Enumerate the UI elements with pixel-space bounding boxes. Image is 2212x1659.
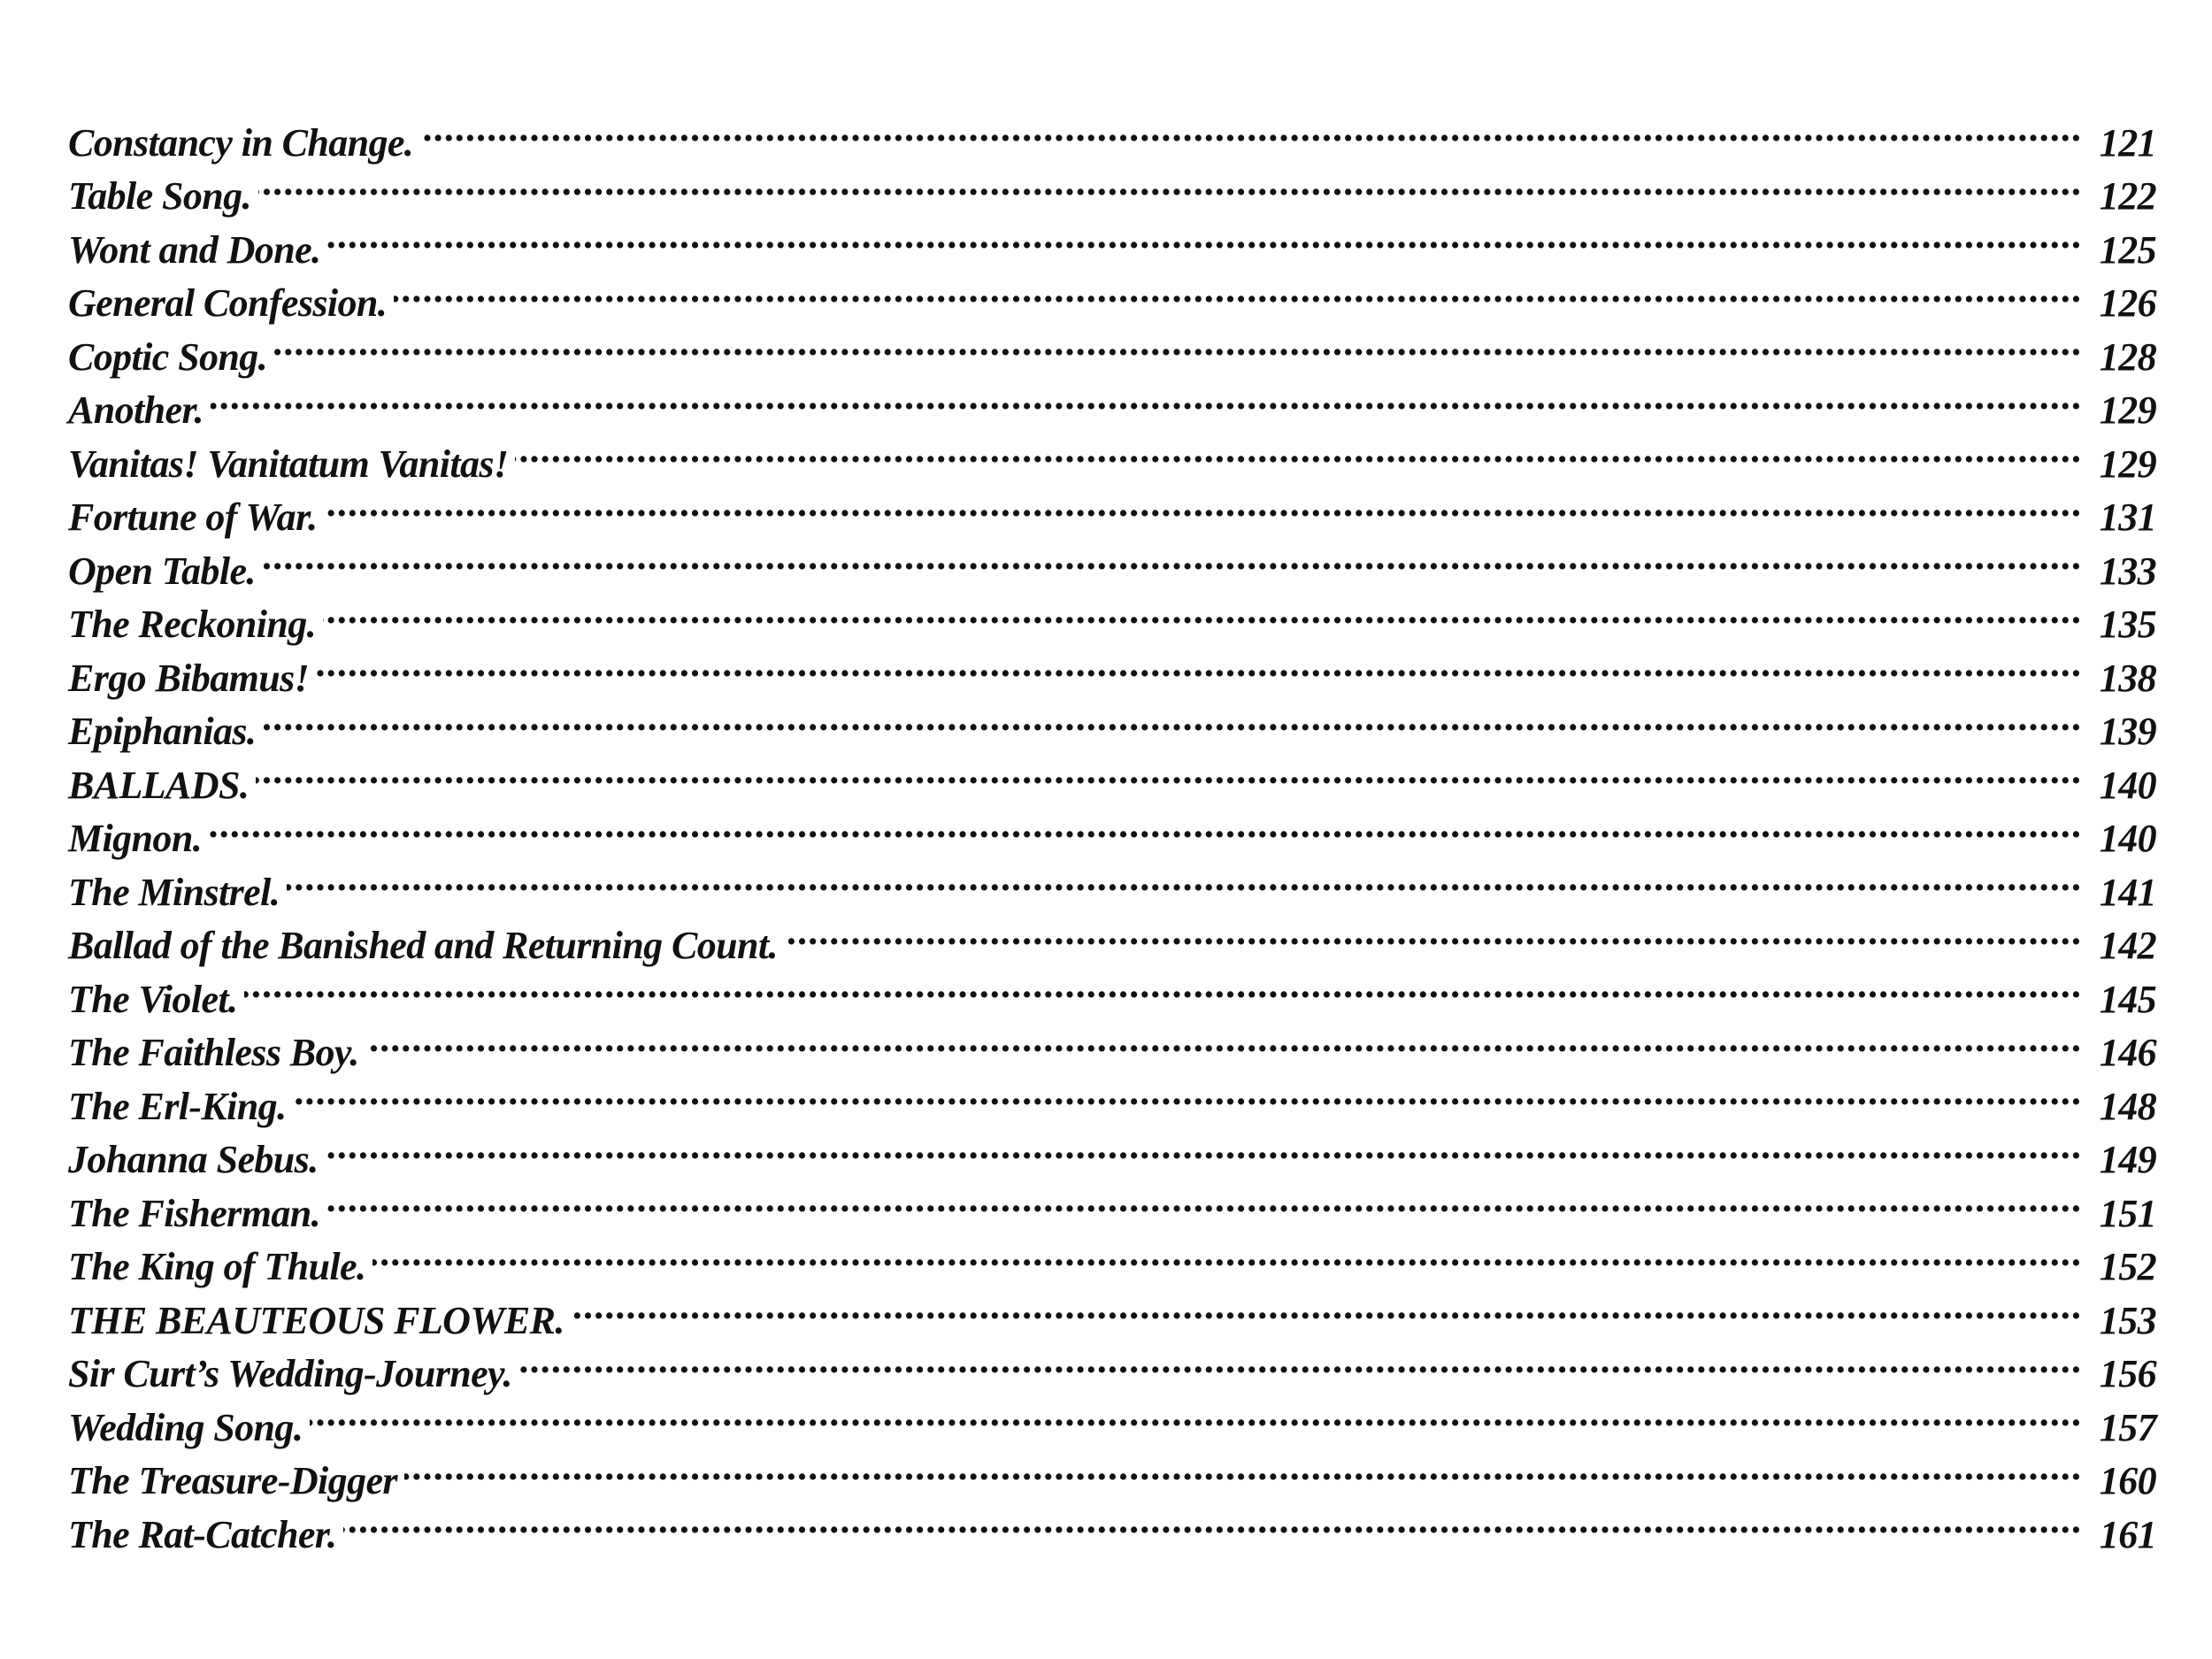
toc-entry-page: 156 [2099, 1352, 2156, 1395]
toc-entry-page: 152 [2099, 1245, 2156, 1288]
dot-leader [258, 156, 2082, 210]
toc-entry-page: 151 [2099, 1191, 2156, 1235]
toc-entry-page: 125 [2099, 227, 2156, 272]
toc-entry-title: Johanna Sebus. [68, 1138, 319, 1181]
toc-entry[interactable] [68, 851, 2156, 914]
toc-entry-page: 146 [2099, 1031, 2156, 1074]
toc-entry[interactable] [68, 1440, 2156, 1502]
dot-leader [785, 905, 2082, 959]
dot-leader [244, 958, 2082, 1012]
toc-entry-title: Ballad of the Banished and Returning Count. [68, 924, 778, 967]
toc-entry-title: Another. [68, 388, 204, 432]
toc-entry-title: BALLADS. [68, 763, 250, 807]
toc-entry[interactable] [68, 1386, 2156, 1449]
toc-entry-page: 153 [2099, 1298, 2156, 1342]
toc-entry-title: The King of Thule. [68, 1245, 366, 1288]
dot-leader [211, 370, 2082, 424]
dot-leader [263, 691, 2082, 745]
toc-entry-title: The Fisherman. [68, 1191, 320, 1235]
dot-leader [325, 477, 2082, 531]
toc-entry-title: THE BEAUTEOUS FLOWER. [68, 1298, 565, 1342]
toc-entry-page: 135 [2099, 603, 2156, 646]
toc-entry-title: General Confession. [68, 281, 388, 325]
dot-leader [366, 1012, 2082, 1066]
toc-entry[interactable] [68, 477, 2156, 539]
toc-entry-title: Open Table. [68, 549, 256, 593]
toc-entry-page: 126 [2099, 281, 2156, 325]
toc-entry-title: Wont and Done. [68, 227, 321, 272]
toc-entry-title: The Erl-King. [68, 1084, 287, 1128]
dot-leader [327, 1172, 2082, 1226]
toc-entry-page: 149 [2099, 1138, 2156, 1181]
toc-entry[interactable] [68, 1172, 2156, 1235]
toc-entry-page: 160 [2099, 1459, 2156, 1502]
dot-leader [404, 1440, 2082, 1494]
toc-entry[interactable] [68, 584, 2156, 646]
toc-entry-title: Constancy in Change. [68, 120, 414, 165]
toc-entry[interactable] [68, 958, 2156, 1021]
toc-entry-title: The Reckoning. [68, 603, 317, 646]
toc-entry-title: Sir Curt’s Wedding-Journey. [68, 1352, 512, 1395]
dot-leader [323, 584, 2082, 638]
dot-leader [327, 209, 2082, 263]
dot-leader [572, 1279, 2082, 1333]
toc-entry-title: Vanitas! Vanitatum Vanitas! [68, 442, 509, 486]
toc-entry-page: 138 [2099, 656, 2156, 700]
toc-entry[interactable] [68, 263, 2156, 325]
toc-entry-title: The Violet. [68, 977, 238, 1021]
table-of-contents [68, 102, 2156, 1556]
toc-entry-title: Fortune of War. [68, 495, 318, 539]
toc-entry[interactable] [68, 691, 2156, 753]
toc-entry-page: 157 [2099, 1405, 2156, 1449]
toc-entry[interactable] [68, 102, 2156, 165]
toc-entry-title: The Minstrel. [68, 870, 280, 914]
toc-entry[interactable] [68, 370, 2156, 432]
toc-entry[interactable] [68, 316, 2156, 379]
dot-leader [326, 1119, 2082, 1173]
toc-entry-title: Wedding Song. [68, 1405, 303, 1449]
toc-entry-title: The Treasure-Digger [68, 1459, 397, 1502]
dot-leader [256, 744, 2082, 798]
dot-leader [293, 1065, 2082, 1119]
toc-entry-page: 141 [2099, 870, 2156, 914]
toc-entry-page: 142 [2099, 924, 2156, 967]
toc-entry-page: 140 [2099, 817, 2156, 860]
toc-entry[interactable] [68, 637, 2156, 700]
toc-entry-title: The Faithless Boy. [68, 1031, 359, 1074]
toc-entry[interactable] [68, 1065, 2156, 1128]
toc-entry-page: 148 [2099, 1084, 2156, 1128]
toc-entry-page: 129 [2099, 388, 2156, 432]
toc-entry[interactable] [68, 209, 2156, 272]
toc-entry[interactable] [68, 744, 2156, 807]
toc-entry[interactable] [68, 1494, 2156, 1556]
toc-entry-title: The Rat-Catcher. [68, 1512, 337, 1556]
dot-leader [310, 1386, 2082, 1440]
toc-entry-title: Table Song. [68, 174, 251, 218]
dot-leader [394, 263, 2082, 317]
toc-entry[interactable] [68, 1226, 2156, 1288]
toc-entry-page: 121 [2099, 120, 2156, 165]
toc-entry-page: 131 [2099, 495, 2156, 539]
toc-entry-page: 133 [2099, 549, 2156, 593]
dot-leader [209, 798, 2082, 852]
dot-leader [316, 637, 2082, 691]
toc-entry-title: Ergo Bibamus! [68, 656, 310, 700]
toc-entry[interactable] [68, 156, 2156, 218]
toc-entry[interactable] [68, 1279, 2156, 1342]
toc-entry-page: 122 [2099, 174, 2156, 218]
dot-leader [519, 1333, 2082, 1387]
toc-entry-title: Epiphanias. [68, 710, 257, 753]
toc-entry[interactable] [68, 798, 2156, 860]
toc-entry[interactable] [68, 905, 2156, 967]
dot-leader [420, 102, 2082, 156]
toc-entry-page: 128 [2099, 334, 2156, 379]
dot-leader [263, 530, 2082, 584]
toc-entry[interactable] [68, 1119, 2156, 1181]
dot-leader [287, 851, 2082, 905]
dot-leader [373, 1226, 2082, 1280]
toc-entry-page: 145 [2099, 977, 2156, 1021]
toc-entry-page: 139 [2099, 710, 2156, 753]
toc-entry-title: Mignon. [68, 817, 203, 860]
toc-entry[interactable] [68, 423, 2156, 486]
toc-entry-page: 140 [2099, 763, 2156, 807]
toc-entry-title: Coptic Song. [68, 334, 268, 379]
toc-entry[interactable] [68, 530, 2156, 593]
toc-entry-page: 161 [2099, 1512, 2156, 1556]
dot-leader [515, 423, 2082, 477]
dot-leader [274, 316, 2082, 370]
toc-entry-page: 129 [2099, 442, 2156, 486]
toc-entry[interactable] [68, 1012, 2156, 1074]
dot-leader [343, 1494, 2082, 1548]
